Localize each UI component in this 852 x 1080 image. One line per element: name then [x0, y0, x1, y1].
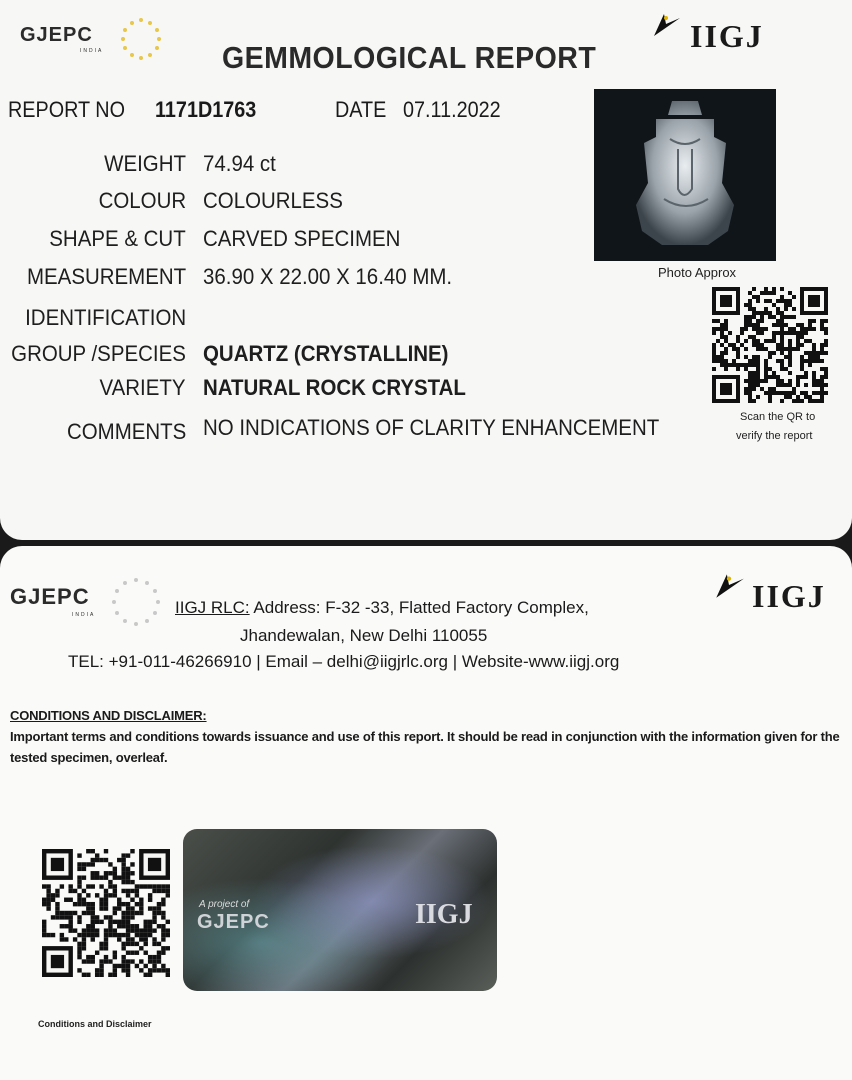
conditions-text: Important terms and conditions towards issuance and use of this report. It should be read in conjunction with the information given for the tested specimen, overleaf. — [10, 729, 840, 765]
gjepc-logo-back: GJEPC INDIA — [10, 584, 96, 618]
field-label-variety: VARIETY — [99, 375, 186, 400]
report-number: 1171D1763 — [155, 97, 257, 122]
field-label-weight: WEIGHT — [104, 151, 186, 176]
field-value-colour: COLOURLESS — [203, 188, 343, 213]
field-value-variety: NATURAL ROCK CRYSTAL — [203, 375, 466, 400]
field-label-group-species: GROUP /SPECIES — [11, 341, 186, 366]
verification-qr-code[interactable] — [712, 287, 828, 403]
conditions-header: CONDITIONS AND DISCLAIMER: — [10, 708, 207, 723]
report-title: GEMMOLOGICAL REPORT — [222, 40, 597, 75]
stars-emblem-icon — [118, 16, 164, 62]
report-back-card — [0, 546, 852, 1080]
date-label: DATE — [335, 97, 387, 122]
iigj-logo-back: IIGJ — [752, 578, 826, 614]
stars-emblem-icon-back — [110, 576, 162, 628]
gjepc-logo-sub: INDIA — [80, 48, 104, 54]
field-value-measurement: 36.90 X 22.00 X 16.40 MM. — [203, 264, 453, 289]
iigj-logo: IIGJ — [690, 18, 764, 54]
conditions-qr-code[interactable] — [42, 849, 170, 977]
contact-line: TEL: +91-011-46266910 | Email – delhi@iigjrlc.org | Website-www.iigj.org — [68, 652, 620, 671]
field-label-colour: COLOUR — [98, 188, 186, 213]
hologram-gjepc-text: GJEPC — [197, 911, 270, 933]
photo-caption: Photo Approx — [658, 265, 737, 280]
conditions-qr-caption: Conditions and Disclaimer — [38, 1019, 152, 1029]
field-value-comments: NO INDICATIONS OF CLARITY ENHANCEMENT — [203, 415, 660, 440]
field-value-weight: 74.94 ct — [203, 151, 276, 176]
hologram-project-text: A project of — [199, 899, 250, 910]
iigj-arrow-icon-back — [712, 568, 746, 602]
specimen-photo — [594, 89, 776, 261]
hologram-iigj-text: IIGJ — [415, 899, 473, 930]
field-label-measurement: MEASUREMENT — [26, 264, 186, 289]
qr-caption-line1: Scan the QR to — [740, 411, 816, 423]
address-label: IIGJ RLC: — [175, 598, 250, 617]
iigj-arrow-icon — [650, 8, 682, 40]
field-value-group-species: QUARTZ (CRYSTALLINE) — [203, 341, 449, 366]
security-hologram — [183, 829, 497, 991]
gjepc-logo-sub-back: INDIA — [72, 612, 96, 618]
field-label-shape-cut: SHAPE & CUT — [49, 226, 186, 251]
address-line-2: Jhandewalan, New Delhi 110055 — [240, 626, 488, 645]
field-value-shape-cut: CARVED SPECIMEN — [203, 226, 401, 251]
report-date: 07.11.2022 — [403, 97, 501, 122]
address-text: Address: F-32 -33, Flatted Factory Complex, — [249, 598, 589, 617]
field-label-comments: COMMENTS — [66, 419, 186, 444]
carved-figure-image — [594, 89, 776, 261]
address-line-1 — [175, 598, 589, 618]
gjepc-logo: GJEPC INDIA — [20, 24, 104, 54]
qr-caption-line2: verify the report — [736, 430, 813, 442]
report-number-label: REPORT NO — [8, 97, 125, 122]
field-label-identification: IDENTIFICATION — [24, 305, 186, 330]
